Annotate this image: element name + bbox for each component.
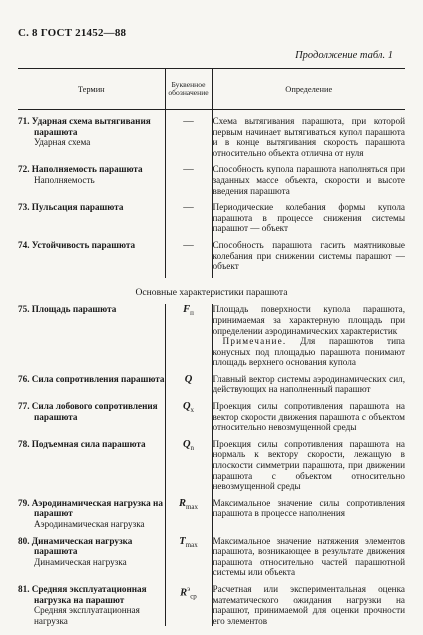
- definition-note: [213, 336, 406, 368]
- term-cell: [18, 498, 165, 530]
- definition-cell: [212, 498, 405, 530]
- letter-symbol: [183, 117, 194, 128]
- symbol-base: R: [180, 587, 188, 599]
- term-main: [18, 164, 165, 175]
- definition-cell: [212, 536, 405, 578]
- term-short-form: Аэродинамическая нагрузка: [34, 519, 145, 529]
- table-row: [18, 240, 405, 272]
- table-row: [18, 584, 405, 626]
- term-short-form: Ударная схема: [34, 137, 91, 148]
- symbol-base: F: [183, 304, 191, 316]
- table-row: [18, 536, 405, 578]
- table-row: [18, 374, 405, 395]
- symbol-cell: [165, 202, 212, 234]
- term-number: 76.: [18, 373, 30, 384]
- definition-text: Способность купола парашюта наполняться при заданных массе объекта, скорости и высоте введения парашюта: [212, 164, 405, 196]
- term-main: [18, 498, 165, 519]
- letter-symbol: [183, 165, 194, 176]
- symbol-cell: [165, 536, 212, 578]
- term-number: 79.: [18, 497, 30, 508]
- table-row: [18, 116, 405, 158]
- table-body-part-2: [18, 304, 405, 626]
- note-text: Для парашютов типа конусных под площадью парашюта понимают площадь верхнего основания купола: [212, 336, 405, 368]
- term-name: Средняя эксплуатационная нагрузка на парашют: [31, 583, 147, 605]
- term-main: [18, 401, 165, 422]
- symbol-subscript: п: [190, 309, 194, 318]
- table-row: [18, 164, 405, 196]
- definition-cell: [212, 240, 405, 272]
- symbol-cell: [165, 439, 212, 492]
- symbol-base: —: [183, 202, 194, 214]
- section-body: [18, 278, 405, 305]
- term-number: 78.: [18, 438, 30, 449]
- letter-symbol: [180, 584, 197, 602]
- definition-cell: [212, 584, 405, 626]
- note-label: Примечание.: [222, 336, 287, 347]
- table-body-part-1: [18, 110, 405, 278]
- table-row: [18, 439, 405, 492]
- term-name: Пульсация парашюта: [31, 202, 124, 213]
- definition-text: Проекция силы сопротивления парашюта на нормаль к вектору скорости, лежащую в плоскости симметрии парашюта, при движении парашюта с объектом относительно невозмущенной среды: [212, 438, 405, 492]
- term-number: 80.: [18, 535, 30, 546]
- term-number: 72.: [18, 164, 30, 175]
- term-main: [18, 439, 165, 450]
- definition-cell: [212, 116, 405, 158]
- symbol-cell: [165, 374, 212, 395]
- symbol-base: —: [183, 239, 194, 251]
- symbol-base: —: [183, 116, 194, 127]
- term-name: Сила сопротивления парашюта: [31, 373, 165, 384]
- term-cell: [18, 536, 165, 578]
- term-name: Устойчивость парашюта: [31, 239, 136, 250]
- symbol-subscript: n: [190, 443, 195, 452]
- letter-symbol: [183, 203, 194, 214]
- table-row: [18, 202, 405, 234]
- term-name: Динамическая нагрузка парашюта: [31, 535, 133, 557]
- definition-text: Проекция силы сопротивления парашюта на вектор скорости движения парашюта с объектом относительно невозмущенной среды: [212, 401, 405, 433]
- term-main: [18, 116, 165, 137]
- symbol-base: R: [178, 497, 186, 509]
- letter-symbol: [183, 402, 194, 416]
- definition-cell: [212, 304, 405, 368]
- definition-cell: [212, 439, 405, 492]
- letter-symbol: [179, 499, 198, 513]
- term-name: Аэродинамическая нагрузка на парашют: [31, 497, 163, 519]
- symbol-base: —: [183, 164, 194, 176]
- definition-cell: [212, 374, 405, 395]
- term-main: [18, 304, 165, 315]
- term-name: Ударная схема вытягивания парашюта: [31, 116, 151, 137]
- term-cell: [18, 240, 165, 272]
- symbol-subscript: max: [185, 502, 199, 511]
- term-name: Сила лобового сопротивления парашюта: [31, 401, 158, 422]
- term-main: [18, 536, 165, 557]
- symbol-cell: [165, 304, 212, 368]
- term-main: [18, 240, 165, 251]
- term-number: 74.: [18, 239, 30, 250]
- letter-symbol: [179, 537, 197, 551]
- letter-symbol: [183, 241, 194, 252]
- definition-text: Периодические колебания формы купола парашюта в процессе снижения системы парашют — объект: [212, 202, 405, 234]
- definition-text: Способность парашюта гасить маятниковые колебания при снижении системы парашют — объект: [212, 239, 405, 272]
- table-row: [18, 304, 405, 368]
- table-header-row: [18, 69, 405, 110]
- section-title: Основные характеристики парашюта: [135, 286, 288, 298]
- definition-text: Максимальное значение силы сопротивления парашюта в процессе наполнения: [212, 497, 405, 519]
- term-cell: [18, 202, 165, 234]
- symbol-base: Q: [182, 438, 191, 450]
- term-short-form: Динамическая нагрузка: [34, 556, 127, 567]
- term-number: 81.: [18, 583, 30, 594]
- term-cell: [18, 584, 165, 626]
- table-continuation-title: Продолжение табл. 1: [295, 50, 393, 61]
- page-header: С. 8 ГОСТ 21452—88: [18, 27, 127, 39]
- letter-symbol: [183, 305, 194, 319]
- term-name: Подъемная сила парашюта: [31, 438, 146, 449]
- definition-text: Главный вектор системы аэродинамических сил, действующих на наполненный парашют: [212, 373, 405, 395]
- definition-cell: [212, 401, 405, 433]
- symbol-cell: [165, 498, 212, 530]
- term-short-form: Средняя эксплуатационная нагрузка: [34, 605, 140, 626]
- column-header-symbol: Буквенное обозначение: [165, 69, 212, 110]
- definition-text: Площадь поверхности купола парашюта, принимаемая за характерную площадь при определении аэродинамических характеристик: [212, 304, 405, 336]
- table-row: [18, 498, 405, 530]
- symbol-subscript: max: [185, 540, 198, 549]
- section-row: [18, 278, 405, 305]
- term-number: 71.: [18, 116, 30, 126]
- table-row: [18, 401, 405, 433]
- letter-symbol: [183, 440, 194, 454]
- term-cell: [18, 374, 165, 395]
- symbol-subscript: ср: [190, 592, 197, 601]
- note-spacer: [286, 336, 300, 346]
- term-number: 75.: [18, 304, 30, 315]
- term-number: 77.: [18, 401, 30, 412]
- symbol-cell: [165, 116, 212, 158]
- definition-text: Максимальное значение натяжения элементов парашюта, возникающее в результате движения парашюта относительно частей парашютной системы или объекта: [212, 535, 405, 578]
- symbol-subscript: x: [190, 406, 195, 415]
- definition-cell: [212, 202, 405, 234]
- symbol-base: T: [179, 535, 186, 547]
- symbol-base: Q: [182, 401, 191, 413]
- symbol-cell: [165, 584, 212, 626]
- definition-cell: [212, 164, 405, 196]
- definition-text: Схема вытягивания парашюта, при которой первым начинает вытягиваться купол парашюта и в конце вытягивания скорость парашюта относительно объекта отлична от нуля: [212, 116, 405, 158]
- term-name: Наполняемость парашюта: [31, 164, 143, 175]
- terms-table: [18, 68, 405, 626]
- symbol-base: Q: [184, 373, 193, 385]
- term-cell: [18, 116, 165, 158]
- term-cell: [18, 304, 165, 368]
- term-main: [18, 374, 165, 385]
- term-name: Площадь парашюта: [31, 304, 117, 315]
- term-cell: [18, 164, 165, 196]
- letter-symbol: [185, 375, 193, 386]
- term-short-form: Наполняемость: [34, 174, 95, 185]
- symbol-superscript: э: [187, 584, 191, 593]
- term-main: [18, 202, 165, 213]
- definition-text: Расчетная или экспериментальная оценка математического ожидания нагрузки на парашют, принимаемой для оценки прочности его элементов: [212, 583, 405, 626]
- column-header-definition: Определение: [212, 69, 405, 110]
- term-number: 73.: [18, 202, 30, 213]
- symbol-cell: [165, 240, 212, 272]
- term-main: [18, 584, 165, 605]
- term-cell: [18, 439, 165, 492]
- term-cell: [18, 401, 165, 433]
- column-header-term: Термин: [18, 69, 165, 110]
- symbol-cell: [165, 401, 212, 433]
- symbol-cell: [165, 164, 212, 196]
